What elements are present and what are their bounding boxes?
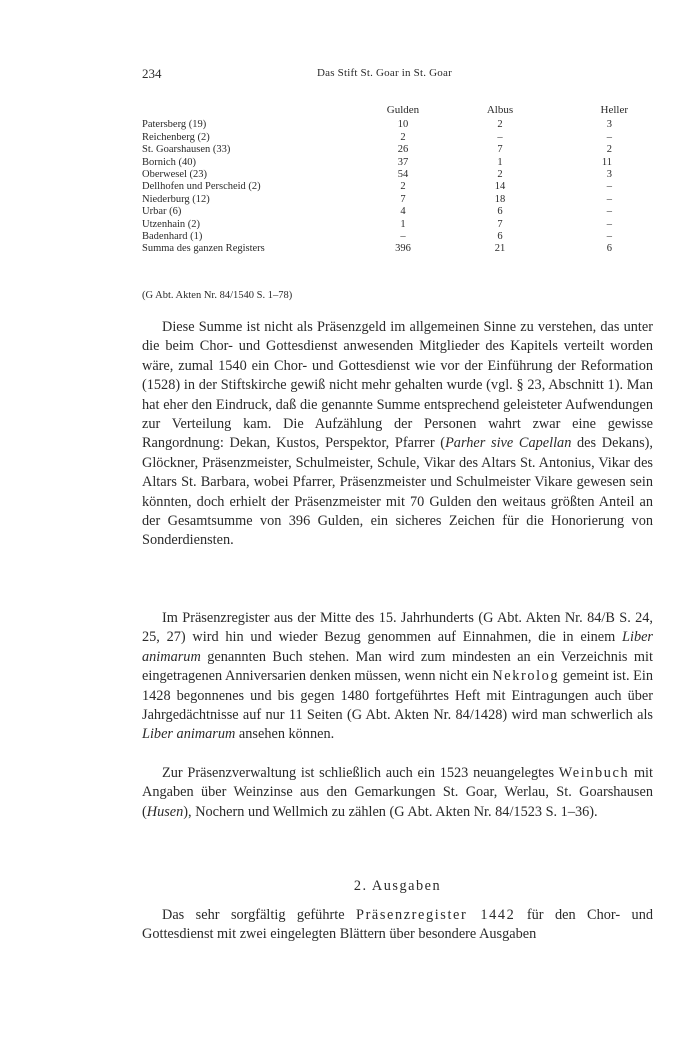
- table-row: [142, 144, 654, 156]
- albus-cell: 2: [497, 169, 503, 181]
- table-body: [142, 119, 654, 255]
- paragraph-2: [142, 609, 653, 745]
- table-row: [142, 169, 654, 181]
- place-cell: Bornich (40): [142, 156, 196, 168]
- gulden-cell: 26: [397, 144, 409, 156]
- page-number: 234: [142, 66, 162, 81]
- paragraph-2-italic-1: Liber animarum: [142, 629, 653, 665]
- paragraph-3-spaced: Weinbuch: [558, 765, 630, 781]
- table-row: [142, 194, 654, 206]
- albus-cell: 2: [497, 119, 503, 131]
- gulden-cell: 2: [400, 181, 406, 193]
- place-cell: Summa des ganzen Registers: [142, 243, 265, 255]
- paragraph-4-text-a: Das sehr sorgfältig geführte: [162, 907, 357, 923]
- gulden-cell: 37: [397, 156, 409, 168]
- gulden-cell: 396: [395, 243, 411, 255]
- albus-cell: 1: [497, 156, 503, 168]
- albus-cell: –: [497, 131, 503, 143]
- column-header-gulden: Gulden: [386, 104, 420, 116]
- paragraph-2-text-c: gemeint ist. Ein 1428 begonnenes und bis gegen 1480 fortgeführtes Heft mit Eintragungen auch über Jahrgedächtnisse auf nur 11 Seiten (G Abt. Akten Nr. 84/1428) wird man schwerlich als: [142, 668, 653, 724]
- heller-cell: –: [606, 218, 612, 230]
- table-row: [142, 181, 654, 193]
- albus-cell: 7: [497, 218, 503, 230]
- heller-cell: 11: [601, 156, 612, 168]
- paragraph-3-text-b: mit Angaben über Weinzinse aus den Gemarkungen St. Goar, Werlau, St. Goarshausen (: [142, 765, 654, 820]
- place-cell: Utzenhain (2): [142, 218, 201, 230]
- paragraph-4-text-b: für den Chor- und Gottesdienst mit zwei eingelegten Blättern über besondere Ausgaben: [142, 907, 654, 943]
- heller-cell: 2: [606, 144, 612, 156]
- paragraph-1-text-b: des Dekans), Glöckner, Präsenzmeister, Schulmeister, Schule, Vikar des Altars St. Antonius, Vikar des Altars St. Barbara, wobei Pfarrer, Präsenzmeister und Schulmeister Vikare gewesen sein könnten, doch erhielt der Präsenzmeister mit 70 Gulden den weitaus größten Anteil an der Gesamtsumme von 396 Gulden, ein sicheres Zeichen für die Honorierung von Sonderdiensten.: [142, 435, 654, 549]
- place-cell: Badenhard (1): [142, 231, 203, 243]
- gulden-cell: 7: [400, 193, 406, 205]
- paragraph-3-italic: Husen: [146, 803, 184, 820]
- gulden-cell: –: [400, 231, 406, 243]
- place-cell: Oberwesel (23): [142, 169, 208, 181]
- column-header-albus: Albus: [486, 104, 514, 116]
- gulden-cell: 1: [400, 218, 406, 230]
- paragraph-1: [142, 318, 653, 551]
- heller-cell: 3: [606, 119, 612, 131]
- paragraph-4: [142, 906, 653, 945]
- heller-cell: 6: [606, 243, 612, 255]
- gulden-cell: 2: [400, 131, 406, 143]
- presence-money-table: [142, 104, 654, 256]
- paragraph-3-text-c: ), Nochern und Wellmich zu zählen (G Abt. Akten Nr. 84/1523 S. 1–36).: [183, 803, 598, 820]
- column-header-heller: Heller: [600, 104, 628, 116]
- heller-cell: –: [606, 131, 612, 143]
- section-heading: 2. Ausgaben: [353, 878, 442, 894]
- paragraph-3: [142, 764, 653, 822]
- albus-cell: 6: [497, 206, 503, 218]
- albus-cell: 6: [497, 231, 503, 243]
- heller-cell: –: [606, 206, 612, 218]
- place-cell: Urbar (6): [142, 206, 182, 218]
- paragraph-2-text-a: Im Präsenzregister aus der Mitte des 15. Jahrhunderts (G Abt. Akten Nr. 84/B S. 24, 25, 27) wird hin und wieder Bezug genommen auf Einnahmen, die in einem: [142, 610, 653, 646]
- paragraph-1-italic: Parher sive Capellan: [445, 435, 572, 452]
- paragraph-2-italic-2: Liber animarum: [142, 726, 236, 743]
- heller-cell: –: [606, 181, 612, 193]
- table-header-row: [142, 104, 654, 119]
- paragraph-3-text-a: Zur Präsenzverwaltung ist schließlich auch ein 1523 neuangelegtes: [162, 765, 559, 781]
- table-row: [142, 219, 654, 231]
- running-title: Das Stift St. Goar in St. Goar: [317, 67, 452, 79]
- place-cell: Patersberg (19): [142, 119, 207, 131]
- gulden-cell: 10: [397, 119, 409, 131]
- paragraph-2-text-d: ansehen können.: [235, 726, 335, 743]
- albus-cell: 21: [494, 243, 506, 255]
- table-row: [142, 243, 654, 255]
- place-cell: Reichenberg (2): [142, 131, 210, 143]
- table-row: [142, 206, 654, 218]
- running-head: [142, 66, 652, 84]
- albus-cell: 18: [494, 193, 506, 205]
- paragraph-1-text-a: Diese Summe ist nicht als Präsenzgeld im allgemeinen Sinne zu verstehen, das unter die beim Chor- und Gottesdienst anwesenden Mitglieder des Kapitels verteilt worden wäre, zumal 1540 ein Chor- und Gottesdienst wie vor der Einführung der Reformation (1528) in der Stiftskirche gewiß nicht mehr gehalten wurde (vgl. § 23, Abschnitt 1). Man hat eher den Eindruck, daß die genannte Summe entsprechend geleisteter Aufwendungen zur Verteilung kam. Die Aufzählung der Personen wahrt zwar eine gewisse Rangordnung: Dekan, Kustos, Perspektor, Pfarrer (: [142, 319, 653, 452]
- table-source-note: (G Abt. Akten Nr. 84/1540 S. 1–78): [142, 290, 293, 301]
- paragraph-4-spaced: Präsenzregister 1442: [356, 907, 516, 923]
- albus-cell: 7: [497, 144, 503, 156]
- heller-cell: 3: [606, 169, 612, 181]
- paragraph-2-spaced: Nekrolog: [492, 668, 560, 685]
- paragraph-2-text-b: genannten Buch stehen. Man wird zum mindesten an ein Verzeichnis mit eingetragenen Anniversarien denken müssen, wenn nicht ein: [142, 648, 653, 685]
- table-row: [142, 119, 654, 131]
- column-header-place: [142, 104, 358, 119]
- heller-cell: –: [606, 193, 612, 205]
- gulden-cell: 4: [400, 206, 406, 218]
- heller-cell: –: [606, 231, 612, 243]
- table-row: [142, 231, 654, 243]
- table-row: [142, 132, 654, 144]
- gulden-cell: 54: [397, 169, 409, 181]
- albus-cell: 14: [494, 181, 506, 193]
- table-row: [142, 157, 654, 169]
- place-cell: St. Goarshausen (33): [142, 144, 231, 156]
- place-cell: Dellhofen und Perscheid (2): [142, 181, 261, 193]
- place-cell: Niederburg (12): [142, 193, 210, 205]
